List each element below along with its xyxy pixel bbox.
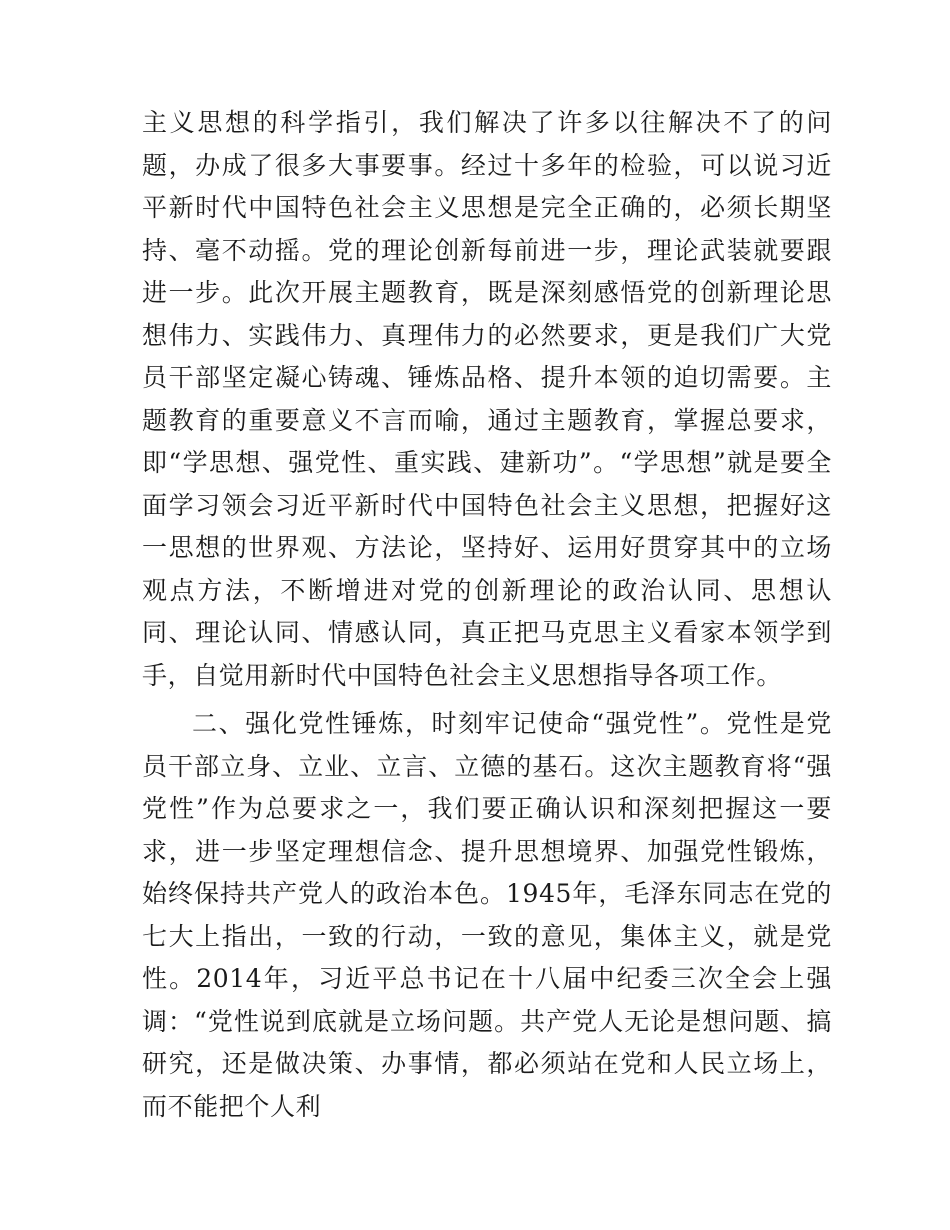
paragraph-section-two: 二、强化党性锤炼，时刻牢记使命“强党性”。党性是党员干部立身、立业、立言、立德的基石。这次主题教育将“强党性”作为总要求之一，我们要正确认识和深刻把握这一要求，进一步坚定理想信念、提升思想境界、加强党性锻炼，始终保持共产党人的政治本色。1945年，毛泽东同志在党的七大上指出，一致的行动，一致的意见，集体主义，就是党性。2014年，习近平总书记在十八届中纪委三次全会上强调：“党性说到底就是立场问题。共产党人无论是想问题、搞研究，还是做决策、办事情，都必须站在党和人民立场上，而不能把个人利 bbox=[142, 709, 832, 1121]
document-body bbox=[142, 102, 832, 1128]
paragraph-continuation: 主义思想的科学指引，我们解决了许多以往解决不了的问题，办成了很多大事要事。经过十多年的检验，可以说习近平新时代中国特色社会主义思想是完全正确的，必须长期坚持、毫不动摇。党的理论创新每前进一步，理论武装就要跟进一步。此次开展主题教育，既是深刻感悟党的创新理论思想伟力、实践伟力、真理伟力的必然要求，更是我们广大党员干部坚定凝心铸魂、锤炼品格、提升本领的迫切需要。主题教育的重要意义不言而喻，通过主题教育，掌握总要求，即“学思想、强党性、重实践、建新功”。“学思想”就是要全面学习领会习近平新时代中国特色社会主义思想，把握好这一思想的世界观、方法论，坚持好、运用好贯穿其中的立场观点方法，不断增进对党的创新理论的政治认同、思想认同、理论认同、情感认同，真正把马克思主义看家本领学到手，自觉用新时代中国特色社会主义思想指导各项工作。 bbox=[142, 108, 832, 690]
